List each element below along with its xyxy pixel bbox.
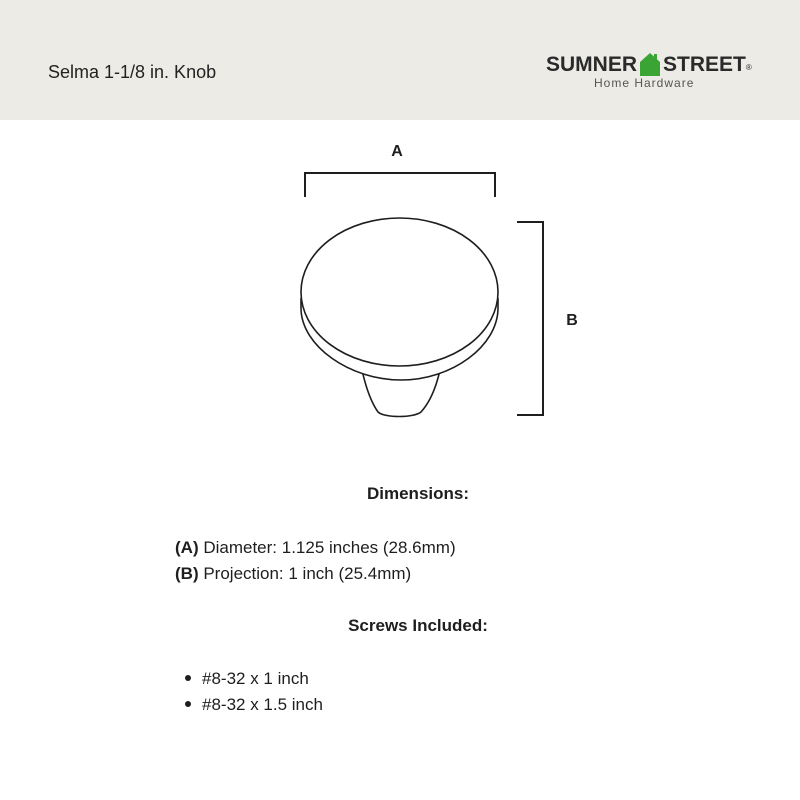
dimension-b-key: (B) bbox=[175, 564, 199, 583]
knob-drawing bbox=[301, 218, 498, 417]
knob-diagram bbox=[0, 120, 800, 460]
brand-logo bbox=[546, 50, 766, 96]
list-item bbox=[185, 694, 323, 720]
bullet-icon bbox=[185, 701, 191, 707]
bullet-icon bbox=[185, 675, 191, 681]
dimension-b-label: B bbox=[566, 312, 578, 329]
dimension-a-text: Diameter: 1.125 inches (28.6mm) bbox=[198, 538, 456, 557]
dimension-a-key: (A) bbox=[175, 538, 199, 557]
header-bar bbox=[0, 0, 800, 120]
dimensions-heading: Dimensions: bbox=[366, 484, 470, 503]
screw-item-text: #8-32 x 1 inch bbox=[202, 669, 309, 688]
knob-face bbox=[301, 218, 498, 366]
dimension-b-text: Projection: 1 inch (25.4mm) bbox=[198, 564, 412, 583]
screw-item-text: #8-32 x 1.5 inch bbox=[202, 695, 323, 714]
brand-name-right: STREET bbox=[663, 53, 746, 76]
house-icon bbox=[639, 51, 661, 77]
brand-name-left: SUMNER bbox=[546, 53, 638, 76]
dimension-b-spec bbox=[175, 564, 411, 584]
screws-heading: Screws Included: bbox=[348, 616, 488, 635]
registered-mark: ® bbox=[745, 63, 752, 72]
dimension-a-bracket bbox=[305, 173, 495, 197]
brand-tagline: Home Hardware bbox=[594, 76, 695, 90]
product-title: Selma 1-1/8 in. Knob bbox=[48, 62, 217, 82]
dimension-a-label: A bbox=[391, 143, 403, 160]
dimension-b-bracket bbox=[517, 222, 543, 415]
screws-list bbox=[185, 668, 323, 720]
dimension-a-spec bbox=[175, 538, 456, 558]
list-item bbox=[185, 668, 323, 694]
